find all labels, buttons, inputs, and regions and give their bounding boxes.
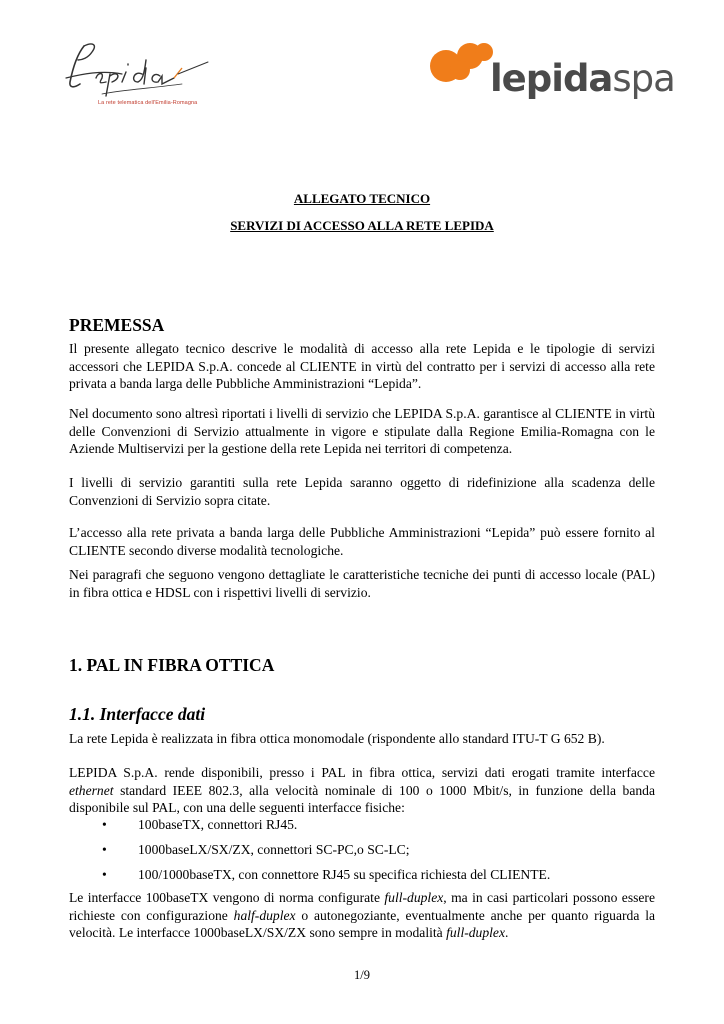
section-1-paragraph-3 [69,889,655,942]
bullet-icon: • [102,817,107,832]
p3-text-d: . [505,925,509,941]
premessa-paragraph-1: Il presente allegato tecnico descrive le modalità di accesso alla rete Lepida e le tipologie di servizi accessori che LEPIDA S.p.A. concede al CLIENTE in virtù del contratto per i servizi di accesso alla rete privata a banda larga delle Pubbliche Amministrazioni “Lepida”. [69,341,655,392]
list-item-text: 100baseTX, connettori RJ45. [138,817,298,832]
p3-text-c: o autonegoziante, eventualmente anche per quanto riguarda la velocità. Le interfacce 1000baseLX/SX/ZX sono sempre in modalità [69,907,655,941]
section-1-paragraph-2 [69,764,655,817]
premessa-paragraph-5: Nei paragrafi che seguono vengono dettagliate le caratteristiche tecniche dei punti di accesso locale (PAL) in fibra ottica e HDSL con i rispettivi livelli di servizio. [69,567,655,600]
p2-text-a: LEPIDA S.p.A. rende disponibili, presso i PAL in fibra ottica, servizi dati erogati tramite interfacce [69,765,655,780]
brand-suffix: spa [612,57,675,100]
lepida-signature-icon [62,38,222,100]
bullet-icon: • [102,842,107,857]
title-line-1: ALLEGATO TECNICO [293,191,431,206]
p3-em-full-duplex-2: full-duplex [446,925,505,941]
lepidaspa-wordmark [490,57,675,100]
premessa-heading: PREMESSA [69,315,165,335]
section-1-paragraph-1: La rete Lepida è realizzata in fibra ottica monomodale (rispondente allo standard ITU-T G 652 B). [69,731,605,746]
p2-em-ethernet: ethernet [69,782,114,798]
brand-name: lepida [490,57,613,100]
lepida-script-logo [62,38,222,118]
section-1-1-heading: 1.1. Interfacce dati [69,704,206,724]
list-item-text: 1000baseLX/SX/ZX, connettori SC-PC,o SC-LC; [138,842,410,857]
orange-blob-icon [426,40,496,90]
lepidaspa-logo [426,38,675,108]
p2-text-b: standard IEEE 802.3, alla velocità nominale di 100 o 1000 Mbit/s, in funzione della banda disponibile sul PAL, con una delle seguenti interfacce fisiche: [69,782,655,816]
list-item [102,866,550,884]
p3-text-a: Le interfacce 100baseTX vengono di norma configurate [69,890,385,905]
p3-text-b: , ma in casi particolari possono essere richieste con configurazione [69,890,655,923]
bullet-icon: • [102,867,107,882]
section-1-heading: 1. PAL IN FIBRA OTTICA [69,655,275,675]
list-item-text: 100/1000baseTX, con connettore RJ45 su specifica richiesta del CLIENTE. [138,867,551,882]
p3-em-full-duplex: full-duplex [384,890,444,905]
page-number: 1/9 [354,968,370,982]
p3-em-half-duplex: half-duplex [233,907,296,923]
list-item [102,816,297,834]
premessa-paragraph-4: L’accesso alla rete privata a banda larga delle Pubbliche Amministrazioni “Lepida” può essere fornito al CLIENTE secondo diverse modalità tecnologiche. [69,525,655,558]
title-line-2: SERVIZI DI ACCESSO ALLA RETE LEPIDA [230,218,494,233]
premessa-paragraph-3: I livelli di servizio garantiti sulla rete Lepida saranno oggetto di ridefinizione alla scadenza delle Convenzioni di Servizio sopra citate. [69,475,655,508]
lepida-tagline: La rete telematica dell'Emilia-Romagna [98,100,198,106]
premessa-paragraph-2: Nel documento sono altresì riportati i livelli di servizio che LEPIDA S.p.A. garantisce al CLIENTE in virtù delle Convenzioni di Servizio attualmente in vigore e stipulate dalla Regione Emilia-Romagna con le Aziende Multiservizi per la gestione della rete Lepida nei territori di competenza. [69,406,655,457]
list-item [102,841,410,859]
